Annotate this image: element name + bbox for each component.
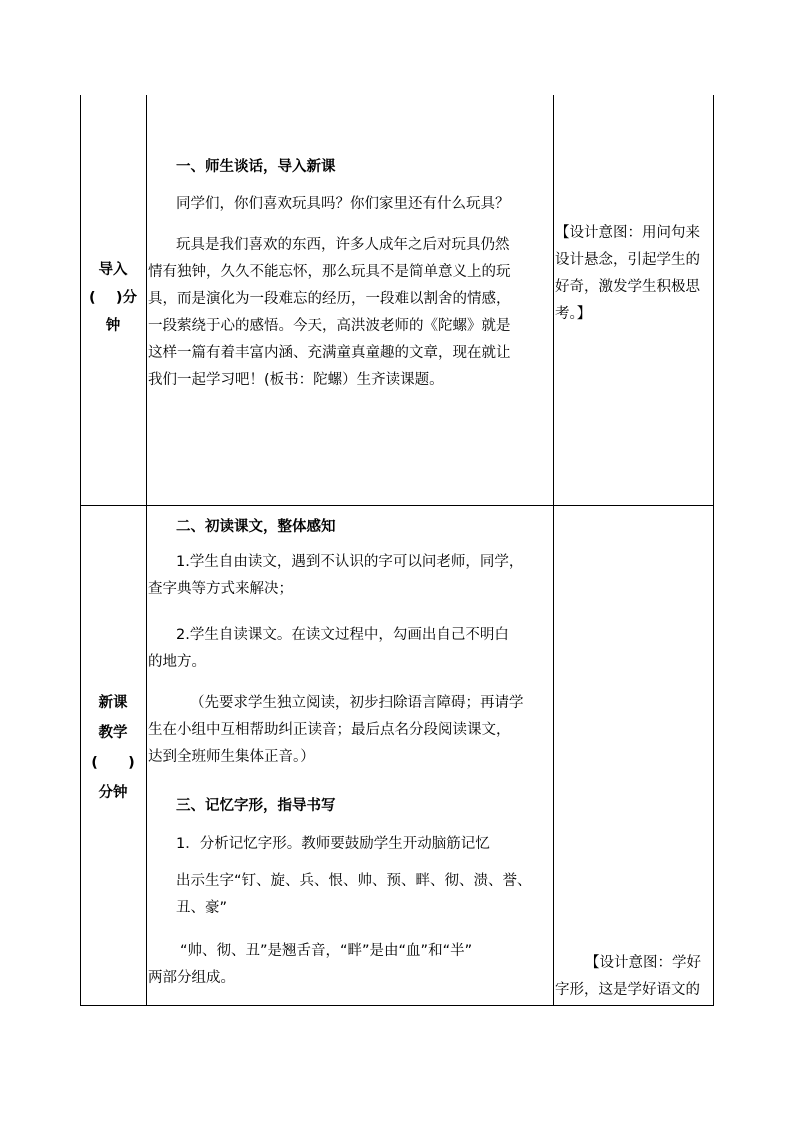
col-line-right bbox=[713, 95, 714, 1006]
para-line: 的地方。 bbox=[148, 654, 206, 670]
para-line: 情有独钟，久久不能忘怀，那么玩具不是简单意义上的玩 bbox=[148, 264, 511, 280]
para-line: 2.学生自读课文。在读文过程中，勾画出自己不明白 bbox=[176, 627, 509, 643]
note-line: 【设计意图：学好 bbox=[585, 955, 701, 971]
para-line: 两部分组成。 bbox=[148, 970, 235, 986]
section1-question: 同学们，你们喜欢玩具吗？你们家里还有什么玩具？ bbox=[176, 196, 510, 212]
section2-design-note bbox=[555, 950, 713, 1004]
row-divider bbox=[80, 505, 714, 506]
label-line: ( )分 bbox=[89, 290, 137, 306]
label-line: 教学 bbox=[98, 725, 128, 741]
para-line: 生在小组中互相帮助纠正读音；最后点名分段阅读课文， bbox=[148, 722, 511, 738]
note-line: 考。】 bbox=[555, 306, 592, 322]
para-line: 查字典等方式来解决； bbox=[148, 581, 293, 597]
section2-item-2 bbox=[148, 622, 552, 676]
section2-item-j1: 1．分析记忆字形。教师要鼓励学生开动脑筋记忆 bbox=[176, 836, 490, 852]
label-line: 分钟 bbox=[98, 785, 128, 801]
note-line: 【设计意图：用问句来 bbox=[555, 225, 700, 241]
label-line: ( ) bbox=[91, 755, 135, 771]
para-line: （先要求学生独立阅读，初步扫除语言障碍；再请学 bbox=[190, 695, 524, 711]
label-line: 导入 bbox=[98, 262, 128, 278]
para-line: 我们一起学习吧！(板书：陀螺）生齐读课题。 bbox=[148, 372, 444, 388]
col-line-left bbox=[80, 95, 81, 1006]
section2-item-3 bbox=[148, 690, 552, 771]
para-line: 这样一篇有着丰富内涵、充满童真童趣的文章，现在就让 bbox=[148, 345, 511, 361]
col-line-1 bbox=[146, 95, 147, 1006]
section2-item-1 bbox=[148, 549, 552, 603]
para-line: 1.学生自由读文，遇到不认识的字可以问老师，同学， bbox=[176, 554, 524, 570]
section2-item-j2 bbox=[148, 868, 552, 922]
table-bottom bbox=[80, 1005, 714, 1006]
para-line: “帅、彻、丑”是翘舌音，“畔”是由“血”和“半” bbox=[180, 943, 473, 959]
para-line: 玩具是我们喜欢的东西，许多人成年之后对玩具仍然 bbox=[176, 237, 510, 253]
label-line: 钟 bbox=[105, 318, 121, 334]
para-line: 达到全班师生集体正音。） bbox=[148, 749, 315, 765]
section2-label bbox=[82, 688, 144, 808]
para-line: 具，而是演化为一段难忘的经历，一段难以割舍的情感， bbox=[148, 291, 511, 307]
note-line: 设计悬念，引起学生的 bbox=[555, 252, 700, 268]
col-line-2 bbox=[553, 95, 554, 1006]
para-line: 丑、豪” bbox=[176, 900, 228, 916]
section1-design-note bbox=[555, 220, 713, 328]
note-line: 字形，这是学好语文的 bbox=[555, 982, 700, 998]
note-line: 好奇，激发学生积极思 bbox=[555, 279, 700, 295]
section2-heading-2: 三、记忆字形，指导书写 bbox=[176, 798, 336, 814]
section1-label bbox=[82, 256, 144, 340]
section1-heading: 一、师生谈话，导入新课 bbox=[176, 159, 336, 175]
para-line: 出示生字“钉、旋、兵、恨、帅、预、畔、彻、溃、誉、 bbox=[176, 873, 532, 889]
section1-paragraph bbox=[148, 232, 552, 394]
section2-heading-1: 二、初读课文，整体感知 bbox=[176, 519, 336, 535]
label-line: 新课 bbox=[98, 695, 128, 711]
section2-item-j3 bbox=[148, 938, 552, 992]
para-line: 一段萦绕于心的感悟。今天，高洪波老师的《陀螺》就是 bbox=[148, 318, 511, 334]
